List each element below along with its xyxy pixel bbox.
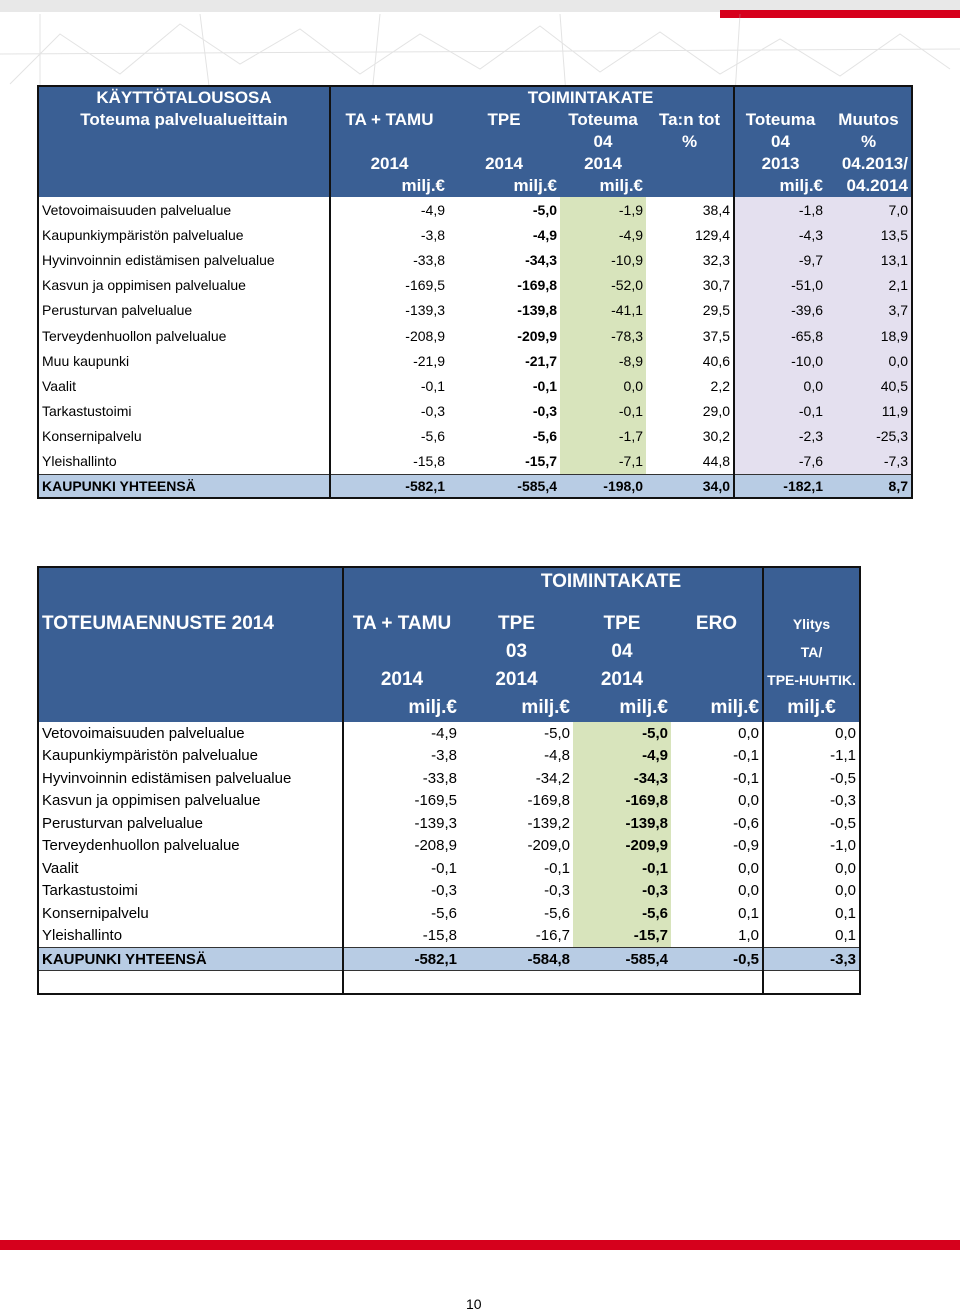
row-label: Yleishallinto: [42, 927, 123, 945]
table-cell: -0,1: [544, 859, 570, 877]
table-cell: -0,3: [544, 882, 570, 900]
table-cell: 129,4: [694, 226, 730, 243]
table-cell: -65,8: [734, 323, 826, 348]
table-cell: -169,8: [517, 277, 557, 294]
empty-row: [38, 971, 860, 995]
table-cell: 0,0: [738, 792, 760, 810]
col-header-unit: milj.€: [763, 694, 860, 722]
table-cell: -0,9: [733, 837, 760, 855]
table-cell: -1,1: [763, 745, 860, 768]
table-cell: -139,2: [527, 814, 570, 832]
table-cell: -4,3: [734, 222, 826, 247]
total-cell: 8,7: [826, 475, 912, 499]
col-header-sub: %: [826, 131, 912, 153]
col-header-sub: 03: [460, 638, 573, 666]
row-label: Kaupunkiympäristön palvelualue: [42, 747, 258, 765]
table-cell: 0,1: [763, 925, 860, 948]
row-label: Perusturvan palvelualue: [42, 814, 203, 832]
table-cell: -7,1: [560, 449, 646, 475]
table-cell: -52,0: [560, 273, 646, 298]
total-cell: -585,4: [573, 948, 671, 971]
table-row: [38, 348, 912, 373]
table-row: [38, 323, 912, 348]
total-label: KAUPUNKI YHTEENSÄ: [38, 475, 330, 499]
col-header: Muutos: [826, 109, 912, 131]
col-header: TA + TAMU: [343, 610, 460, 638]
table-row: [38, 745, 860, 768]
row-label: Konsernipalvelu: [42, 428, 142, 445]
table-cell: -5,0: [544, 724, 570, 742]
col-header-sub: 04: [573, 638, 671, 666]
table-cell: -0,1: [330, 373, 448, 398]
col-header-year: 2013: [734, 153, 826, 175]
table-cell: -0,3: [573, 880, 671, 903]
table-cell: -15,7: [525, 453, 557, 470]
table-cell: -169,5: [330, 273, 448, 298]
table-cell: -208,9: [330, 323, 448, 348]
col-header: Toteuma: [734, 109, 826, 131]
table-cell: -5,6: [544, 904, 570, 922]
row-label: Tarkastustoimi: [42, 882, 138, 900]
table-cell: 0,0: [763, 857, 860, 880]
table-cell: -4,8: [544, 747, 570, 765]
table-cell: -10,0: [734, 348, 826, 373]
row-label: Vaalit: [42, 859, 79, 877]
col-header-year: 2014: [343, 666, 460, 694]
table-cell: -5,6: [330, 424, 448, 449]
table-cell: -0,5: [763, 767, 860, 790]
row-label: Kaupunkiympäristön palvelualue: [42, 226, 244, 243]
row-label: Vaalit: [42, 377, 76, 394]
table-cell: -4,9: [343, 722, 460, 745]
background-map-pattern: [0, 14, 960, 94]
table-cell: 44,8: [702, 453, 730, 470]
table-cell: -9,7: [734, 247, 826, 272]
table-row: [38, 835, 860, 858]
table-cell: -21,9: [330, 348, 448, 373]
col-header: Toteuma: [560, 109, 646, 131]
table-cell: -169,8: [527, 792, 570, 810]
table-cell: 0,0: [763, 722, 860, 745]
table-cell: 1,0: [738, 927, 760, 945]
table1-subheading: Toteuma palvelualueittain: [38, 109, 330, 131]
col-header: TPE: [460, 610, 573, 638]
table-cell: -33,8: [330, 247, 448, 272]
table-cell: -51,0: [734, 273, 826, 298]
total-cell: -585,4: [448, 475, 560, 499]
table-cell: 0,0: [738, 882, 760, 900]
table-cell: -0,1: [560, 399, 646, 424]
table-cell: -139,3: [330, 298, 448, 323]
total-cell: -3,3: [763, 948, 860, 971]
table-cell: -5,0: [573, 722, 671, 745]
table-row: [38, 722, 860, 745]
row-label: Tarkastustoimi: [42, 403, 132, 420]
table-cell: -139,8: [573, 812, 671, 835]
table-cell: -169,8: [573, 790, 671, 813]
table-cell: 29,0: [702, 403, 730, 420]
table-cell: -0,3: [532, 403, 557, 420]
table-cell: -16,7: [535, 927, 570, 945]
table-row: [38, 812, 860, 835]
col-header: TA + TAMU: [330, 109, 448, 131]
table-row: [38, 222, 912, 247]
table-cell: 0,1: [763, 902, 860, 925]
table-row: [38, 273, 912, 298]
table-cell: 0,0: [738, 859, 760, 877]
table-cell: 13,5: [826, 222, 912, 247]
table-cell: -3,8: [330, 222, 448, 247]
table-cell: -1,0: [763, 835, 860, 858]
total-cell: -582,1: [343, 948, 460, 971]
total-cell: -0,5: [671, 948, 763, 971]
table-cell: -5,6: [343, 902, 460, 925]
col-header-sub: 04: [560, 131, 646, 153]
col-header-unit: milj.€: [448, 175, 560, 197]
table-cell: -78,3: [560, 323, 646, 348]
table-cell: -41,1: [560, 298, 646, 323]
table-cell: 29,5: [702, 302, 730, 319]
table-cell: -0,1: [733, 747, 760, 765]
table-cell: -0,6: [733, 814, 760, 832]
col-header-unit: milj.€: [460, 694, 573, 722]
col-header-unit: milj.€: [671, 694, 763, 722]
table-cell: 0,0: [560, 373, 646, 398]
table-cell: -15,8: [343, 925, 460, 948]
total-cell: -182,1: [734, 475, 826, 499]
row-label: Vetovoimaisuuden palvelualue: [42, 724, 245, 742]
row-label: Muu kaupunki: [42, 352, 130, 369]
table-cell: -209,9: [517, 327, 557, 344]
table-cell: -5,0: [532, 201, 557, 218]
table2-total-row: [38, 948, 860, 971]
col-header: TPE: [573, 610, 671, 638]
row-label: Kasvun ja oppimisen palvelualue: [42, 792, 261, 810]
table-cell: -7,6: [734, 449, 826, 475]
table-cell: -8,9: [560, 348, 646, 373]
col-header-unit: milj.€: [734, 175, 826, 197]
table-cell: 40,5: [826, 373, 912, 398]
row-label: Hyvinvoinnin edistämisen palvelualue: [42, 251, 275, 268]
table-cell: -4,9: [560, 222, 646, 247]
table-cell: -169,5: [343, 790, 460, 813]
table-cell: 30,2: [702, 428, 730, 445]
table-cell: -4,9: [573, 745, 671, 768]
table-cell: -21,7: [525, 352, 557, 369]
table-cell: -4,9: [532, 226, 557, 243]
total-label: KAUPUNKI YHTEENSÄ: [38, 948, 343, 971]
table-cell: -0,5: [763, 812, 860, 835]
table-cell: -5,6: [573, 902, 671, 925]
table-row: [38, 925, 860, 948]
col-header-unit: milj.€: [560, 175, 646, 197]
col-header: Ta:n tot: [646, 109, 734, 131]
table-cell: -25,3: [826, 424, 912, 449]
table-cell: -0,1: [734, 399, 826, 424]
table-row: [38, 767, 860, 790]
table-cell: -0,1: [733, 769, 760, 787]
table1-group-title: TOIMINTAKATE: [448, 86, 734, 109]
col-header-year: 04.2013/: [826, 153, 912, 175]
table-row: [38, 424, 912, 449]
table-cell: -1,9: [560, 197, 646, 222]
table-cell: -15,7: [573, 925, 671, 948]
table-cell: 40,6: [702, 352, 730, 369]
table-cell: -0,3: [330, 399, 448, 424]
col-header-unit: milj.€: [573, 694, 671, 722]
table-row: [38, 373, 912, 398]
row-label: Perusturvan palvelualue: [42, 302, 193, 319]
total-cell: -584,8: [460, 948, 573, 971]
col-header-unit: milj.€: [330, 175, 448, 197]
table-cell: 18,9: [826, 323, 912, 348]
table-cell: -10,9: [560, 247, 646, 272]
table-cell: -34,3: [525, 251, 557, 268]
col-header-year: 2014: [460, 666, 573, 694]
col-header-year: 2014: [560, 153, 646, 175]
row-label: Terveydenhuollon palvelualue: [42, 327, 227, 344]
table-cell: 38,4: [702, 201, 730, 218]
total-cell: -582,1: [330, 475, 448, 499]
row-label: Terveydenhuollon palvelualue: [42, 837, 240, 855]
table-row: [38, 197, 912, 222]
table-cell: 0,0: [734, 373, 826, 398]
table-cell: -3,8: [343, 745, 460, 768]
table-cell: 7,0: [826, 197, 912, 222]
table-row: [38, 880, 860, 903]
table-row: [38, 298, 912, 323]
table-cell: 0,0: [763, 880, 860, 903]
table-cell: -33,8: [343, 767, 460, 790]
table-cell: -5,6: [532, 428, 557, 445]
table-row: [38, 449, 912, 475]
table-cell: -4,9: [330, 197, 448, 222]
table-cell: 0,0: [826, 348, 912, 373]
table-cell: 13,1: [826, 247, 912, 272]
col-header-year: 2014: [573, 666, 671, 694]
table-cell: 2,1: [826, 273, 912, 298]
table-cell: -0,3: [343, 880, 460, 903]
table-row: [38, 790, 860, 813]
table-cell: 2,2: [710, 377, 730, 394]
table-cell: -0,3: [763, 790, 860, 813]
forecast-table: [37, 566, 861, 995]
table-cell: -208,9: [343, 835, 460, 858]
table-cell: -15,8: [330, 449, 448, 475]
table-cell: 3,7: [826, 298, 912, 323]
col-header-unit: 04.2014: [826, 175, 912, 197]
table-cell: -34,2: [535, 769, 570, 787]
page-number: 10: [466, 1296, 482, 1312]
col-header-unit: milj.€: [343, 694, 460, 722]
table-cell: 0,0: [738, 724, 760, 742]
table-cell: 11,9: [826, 399, 912, 424]
row-label: Kasvun ja oppimisen palvelualue: [42, 277, 246, 294]
row-label: Yleishallinto: [42, 453, 117, 470]
col-header-year: 2014: [330, 153, 448, 175]
total-cell: -198,0: [560, 475, 646, 499]
col-header-sub: 04: [734, 131, 826, 153]
table-cell: -139,8: [517, 302, 557, 319]
col-header: ERO: [671, 610, 763, 638]
table-row: [38, 247, 912, 272]
table-cell: -0,1: [343, 857, 460, 880]
table1-heading: KÄYTTÖTALOUSOSA: [38, 86, 330, 109]
operating-economy-table: [37, 85, 913, 499]
row-label: Vetovoimaisuuden palvelualue: [42, 201, 232, 218]
col-header: Ylitys: [763, 610, 860, 638]
table-cell: 0,1: [738, 904, 760, 922]
table-cell: -209,9: [573, 835, 671, 858]
table2-heading: TOTEUMAENNUSTE 2014: [38, 610, 343, 638]
col-header-year: TPE-HUHTIK.: [763, 666, 860, 694]
bottom-red-stripe: [0, 1240, 960, 1250]
table-row: [38, 902, 860, 925]
table-cell: -0,1: [573, 857, 671, 880]
table-cell: -2,3: [734, 424, 826, 449]
table-cell: -1,8: [734, 197, 826, 222]
table-cell: -139,3: [343, 812, 460, 835]
table-cell: -209,0: [527, 837, 570, 855]
col-header-sub: TA/: [763, 638, 860, 666]
table-cell: 30,7: [702, 277, 730, 294]
table1-total-row: [38, 475, 912, 499]
table-cell: 37,5: [702, 327, 730, 344]
col-header: TPE: [448, 109, 560, 131]
row-label: Konsernipalvelu: [42, 904, 149, 922]
table-cell: -7,3: [826, 449, 912, 475]
table-cell: 32,3: [702, 251, 730, 268]
col-header-year: 2014: [448, 153, 560, 175]
table-cell: -39,6: [734, 298, 826, 323]
table-row: [38, 399, 912, 424]
table-row: [38, 857, 860, 880]
table2-group-title: TOIMINTAKATE: [460, 567, 763, 596]
col-header-sub: %: [646, 131, 734, 153]
table-cell: -1,7: [560, 424, 646, 449]
table-cell: -34,3: [573, 767, 671, 790]
row-label: Hyvinvoinnin edistämisen palvelualue: [42, 769, 292, 787]
total-cell: 34,0: [646, 475, 734, 499]
table-cell: -0,1: [532, 377, 557, 394]
